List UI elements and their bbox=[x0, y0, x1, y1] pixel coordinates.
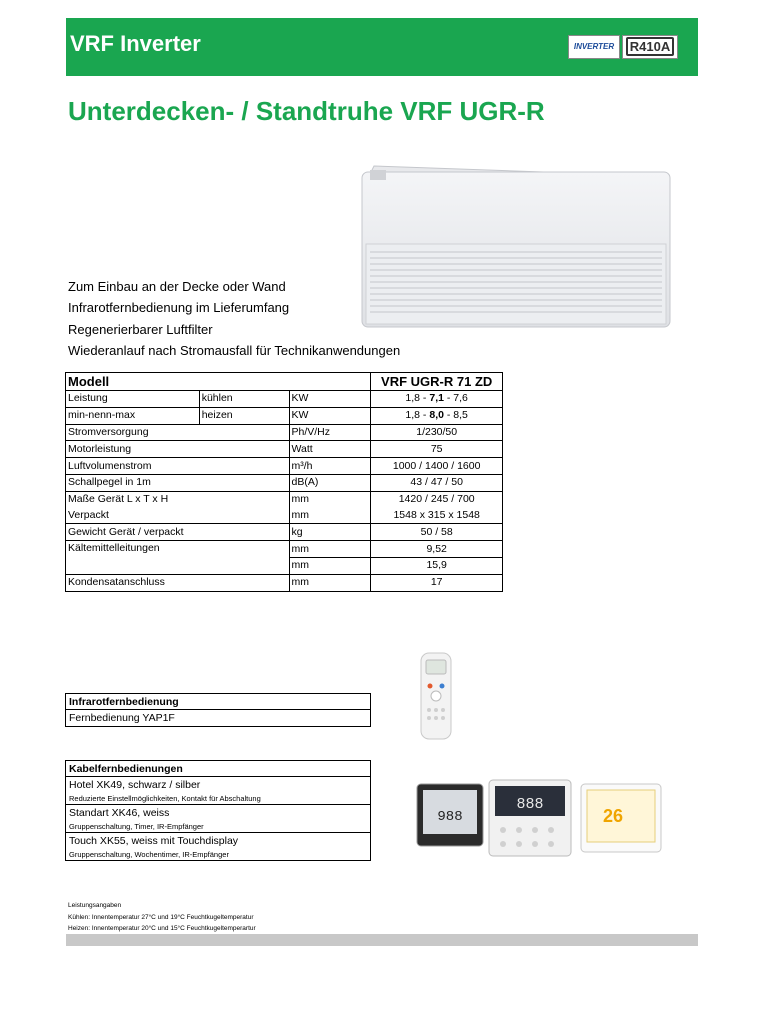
cable-remote-name: Touch XK55, weiss mit Touchdisplay bbox=[66, 833, 371, 849]
cooling-capacity: 1,8 - 7,1 - 7,6 bbox=[371, 391, 503, 408]
ir-remote-image bbox=[418, 652, 454, 740]
header-title: VRF Inverter bbox=[70, 31, 201, 56]
heating-capacity: 1,8 - 8,0 - 8,5 bbox=[371, 407, 503, 424]
table-row: Motorleistung Watt 75 bbox=[66, 441, 503, 458]
controller-xk46 bbox=[489, 780, 571, 856]
r410a-logo: R410A bbox=[622, 35, 678, 59]
svg-text:988: 988 bbox=[437, 809, 463, 825]
table-row: Kondensatanschluss mm 17 bbox=[66, 574, 503, 591]
wired-controllers-image bbox=[415, 778, 665, 858]
footnote-heat: Heizen: Innentemperatur 20°C und 15°C Feuchtkugeltemperartur bbox=[68, 925, 256, 932]
table-row: mm 15,9 bbox=[66, 557, 503, 574]
cable-remote-desc: Gruppenschaltung, Wochentimer, IR-Empfänger bbox=[66, 848, 371, 861]
ir-remote-item: Fernbedienung YAP1F bbox=[66, 710, 371, 727]
inverter-logo: INVERTER bbox=[568, 35, 620, 59]
cable-remote-name: Hotel XK49, schwarz / silber bbox=[66, 777, 371, 793]
table-row: Luftvolumenstrom m³/h 1000 / 1400 / 1600 bbox=[66, 458, 503, 475]
model-label: Modell bbox=[66, 373, 371, 391]
certification-badges bbox=[568, 35, 678, 59]
footer-bar bbox=[66, 934, 698, 946]
cable-remote-table bbox=[65, 760, 371, 861]
table-row: min-nenn-max heizen KW 1,8 - 8,0 - 8,5 bbox=[66, 407, 503, 424]
table-row: Maße Gerät L x T x H mm 1420 / 245 / 700 bbox=[66, 491, 503, 507]
ir-remote-heading: Infrarotfernbedienung bbox=[66, 694, 371, 710]
table-row: Schallpegel in 1m dB(A) 43 / 47 / 50 bbox=[66, 474, 503, 491]
cable-remote-name: Standart XK46, weiss bbox=[66, 805, 371, 821]
spec-header-row bbox=[66, 373, 503, 391]
feature-item: Infrarotfernbedienung im Lieferumfang bbox=[68, 300, 290, 316]
footnote-title: Leistungsangaben bbox=[68, 902, 122, 909]
page-title: Unterdecken- / Standtruhe VRF UGR-R bbox=[68, 96, 545, 126]
table-row: Stromversorgung Ph/V/Hz 1/230/50 bbox=[66, 424, 503, 441]
feature-item: Regenerierbarer Luftfilter bbox=[68, 321, 213, 337]
spec-table bbox=[65, 372, 503, 592]
cable-remote-desc: Gruppenschaltung, Timer, IR-Empfänger bbox=[66, 820, 371, 833]
feature-item: Wiederanlauf nach Stromausfall für Technikanwendungen bbox=[68, 342, 401, 358]
footnote-cool: Kühlen: Innentemperatur 27°C und 19°C Feuchtkugeltemperatur bbox=[68, 913, 254, 921]
cable-remote-desc: Reduzierte Einstellmöglichkeiten, Kontakt für Abschaltung bbox=[66, 792, 371, 805]
ceiling-unit-image bbox=[356, 152, 676, 332]
footnotes bbox=[68, 900, 256, 935]
table-row: Leistung kühlen KW 1,8 - 7,1 - 7,6 bbox=[66, 391, 503, 408]
svg-text:26: 26 bbox=[602, 806, 624, 826]
table-row: Verpackt mm 1548 x 315 x 1548 bbox=[66, 508, 503, 524]
controller-xk49 bbox=[417, 784, 483, 846]
ir-remote-table bbox=[65, 693, 371, 727]
model-value: VRF UGR-R 71 ZD bbox=[371, 373, 503, 391]
feature-list bbox=[68, 276, 400, 361]
cable-remote-heading: Kabelfernbedienungen bbox=[66, 761, 371, 777]
feature-item: Zum Einbau an der Decke oder Wand bbox=[68, 279, 286, 294]
header-bar bbox=[66, 18, 698, 76]
table-row: Kältemittelleitungen mm 9,52 bbox=[66, 541, 503, 558]
table-row: Gewicht Gerät / verpackt kg 50 / 58 bbox=[66, 524, 503, 541]
svg-text:888: 888 bbox=[516, 796, 544, 813]
controller-xk55 bbox=[581, 784, 661, 852]
